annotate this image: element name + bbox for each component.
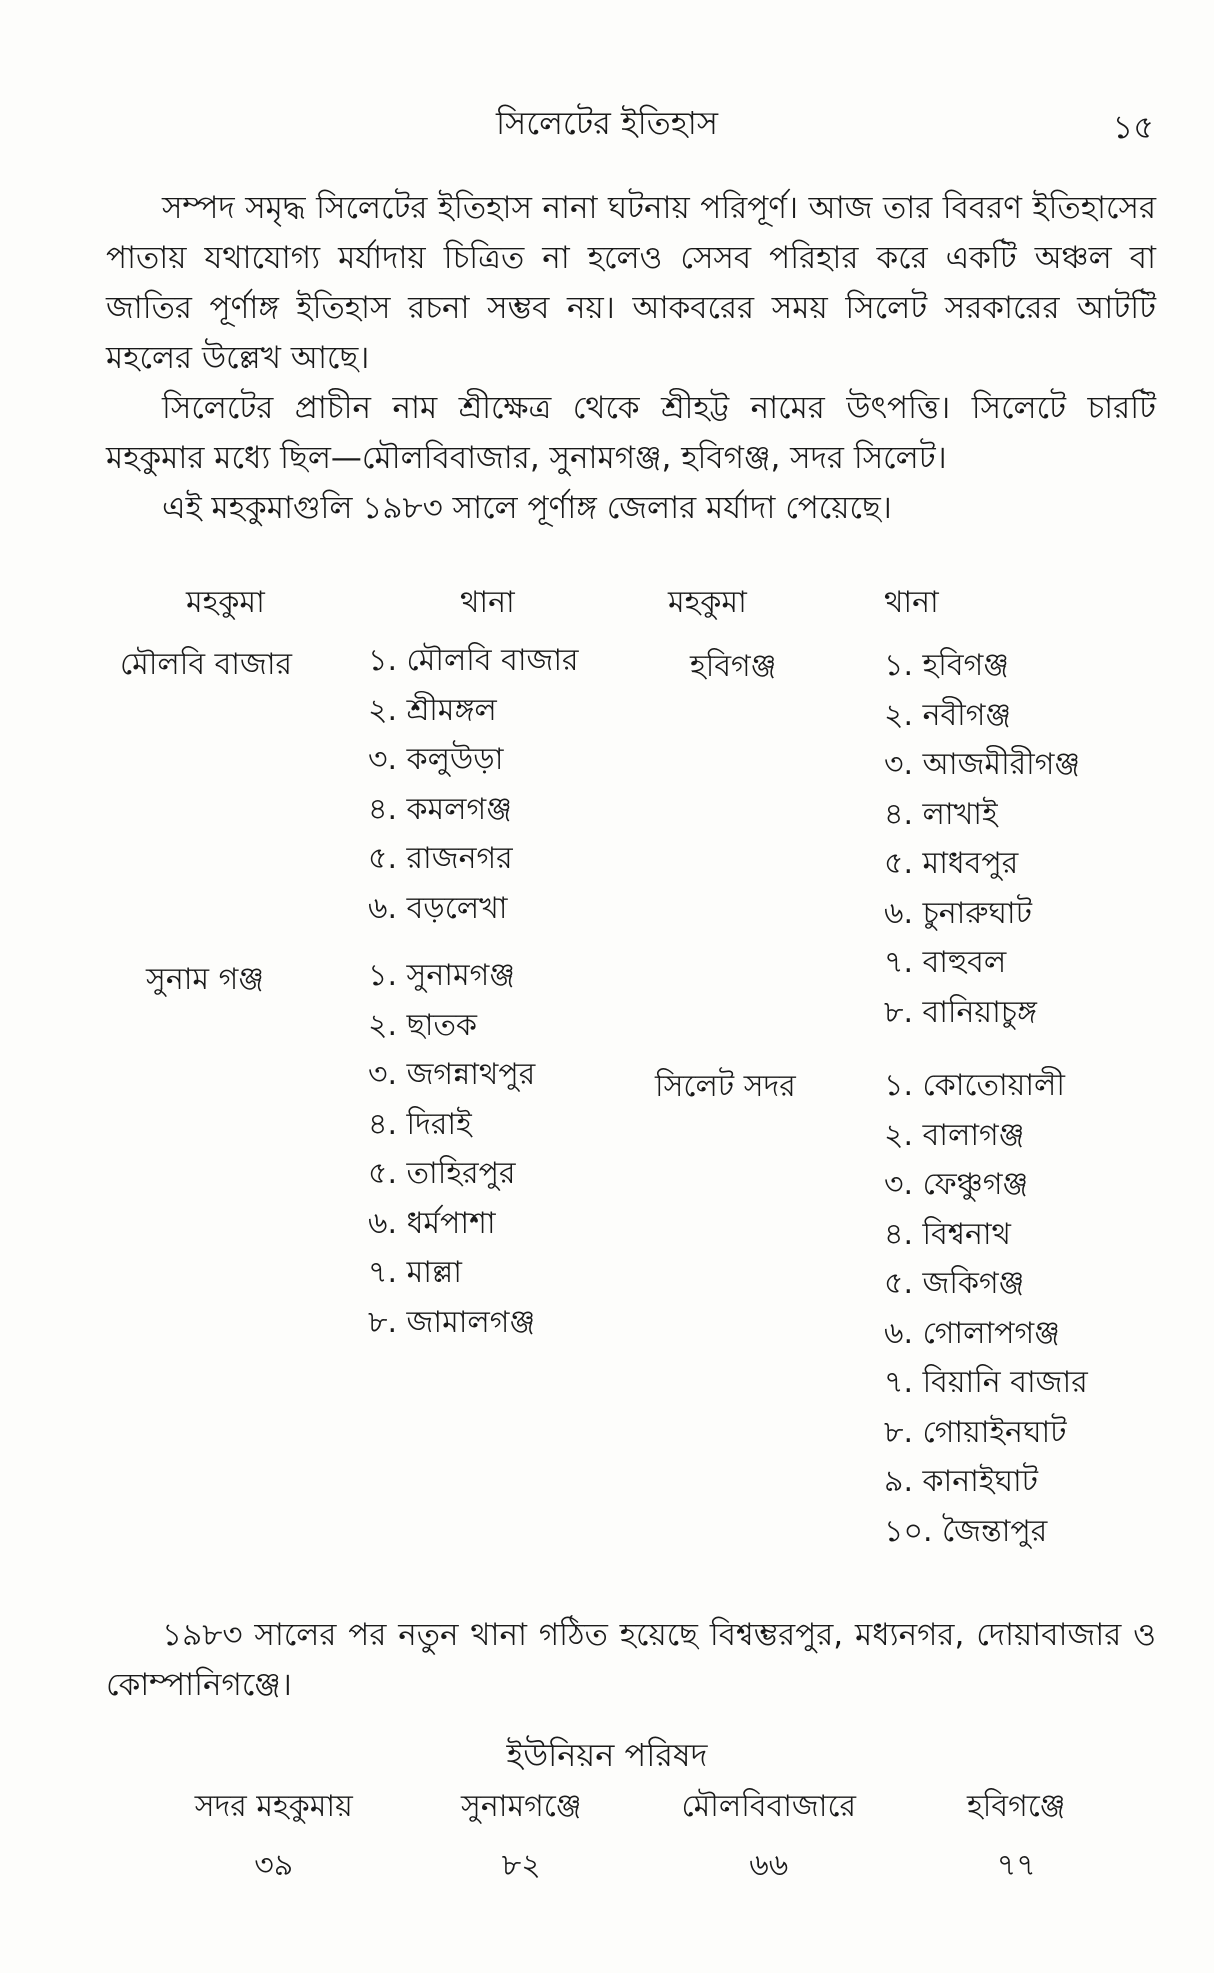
thana-item: ৭. বাহুবল bbox=[884, 945, 1007, 980]
union-count: ৬৬ bbox=[749, 1848, 789, 1883]
col-header-thana-right: থানা bbox=[884, 585, 939, 620]
thana-item: ৪. কমলগঞ্জ bbox=[368, 791, 512, 827]
thana-list-sunamganj bbox=[368, 951, 535, 1347]
thana-item: ২. শ্রীমঙ্গল bbox=[368, 692, 497, 728]
thana-item: ৩. জগন্নাথপুর bbox=[368, 1057, 536, 1092]
thana-item: ১০. জৈন্তাপুর bbox=[884, 1513, 1048, 1549]
paragraph-district-status: এই মহকুমাগুলি ১৯৮৩ সালে পূর্ণাঙ্গ জেলার মর্যাদা পেয়েছে। bbox=[162, 490, 892, 526]
thana-list-moulvibazar bbox=[368, 636, 579, 933]
thana-item: ১. হবিগঞ্জ bbox=[884, 648, 1009, 683]
thana-item: ১. কোতোয়ালী bbox=[884, 1068, 1065, 1103]
thana-list-habiganj bbox=[884, 641, 1080, 1037]
union-col-sunamganj bbox=[398, 1782, 646, 1892]
thana-item: ৬. চুনারুঘাট bbox=[884, 895, 1032, 931]
union-label: হবিগঞ্জে bbox=[967, 1789, 1066, 1824]
thana-item: ২. ছাতক bbox=[368, 1007, 477, 1043]
union-label: সদর মহকুমায় bbox=[194, 1789, 353, 1824]
thana-list-sylhet-sadar bbox=[884, 1061, 1088, 1556]
paragraph-new-thanas: ১৯৮৩ সালের পর নতুন থানা গঠিত হয়েছে বিশ্বম্ভরপুর, মধ্যনগর, দোয়াবাজার ও কোম্পানিগঞ্জে। bbox=[106, 1617, 1156, 1703]
thana-item: ৩. কলুউড়া bbox=[368, 742, 504, 777]
thana-item: ৬. ধর্মপাশা bbox=[368, 1205, 496, 1241]
thana-item: ১. সুনামগঞ্জ bbox=[368, 958, 515, 993]
subdivision-sunamganj: সুনাম গঞ্জ bbox=[146, 962, 264, 997]
thana-item: ১. মৌলবি বাজার bbox=[368, 643, 579, 678]
thana-item: ৩. ফেঞ্চুগঞ্জ bbox=[884, 1167, 1029, 1202]
union-count: ৩৯ bbox=[254, 1848, 294, 1883]
col-header-subdivision-left: মহকুমা bbox=[186, 585, 265, 620]
subdivision-habiganj: হবিগঞ্জ bbox=[690, 649, 777, 684]
union-col-habiganj bbox=[893, 1782, 1141, 1892]
thana-item: ৮. জামালগঞ্জ bbox=[368, 1304, 536, 1340]
subdivision-sylhet-sadar: সিলেট সদর bbox=[655, 1069, 796, 1104]
union-col-sadar bbox=[150, 1782, 398, 1892]
union-count: ৮২ bbox=[501, 1848, 541, 1883]
thana-item: ৪. লাখাই bbox=[884, 796, 998, 832]
thana-item: ২. বালাগঞ্জ bbox=[884, 1117, 1025, 1153]
subdivision-moulvibazar: মৌলবি বাজার bbox=[120, 647, 293, 682]
col-header-subdivision-right: মহকুমা bbox=[668, 585, 747, 620]
col-header-thana-left: থানা bbox=[460, 585, 515, 620]
thana-item: ৭. মাল্লা bbox=[368, 1255, 462, 1290]
thana-item: ৮. গোয়াইনঘাট bbox=[884, 1414, 1067, 1450]
thana-item: ৭. বিয়ানি বাজার bbox=[884, 1365, 1088, 1400]
thana-item: ২. নবীগঞ্জ bbox=[884, 697, 1012, 733]
union-label: সুনামগঞ্জে bbox=[461, 1789, 582, 1824]
thana-item: ৯. কানাইঘাট bbox=[884, 1464, 1039, 1499]
thana-item: ৩. আজমীরীগঞ্জ bbox=[884, 747, 1081, 782]
union-label: মৌলবিবাজারে bbox=[681, 1789, 857, 1824]
union-count: ৭৭ bbox=[996, 1848, 1036, 1883]
thana-item: ৬. গোলাপগঞ্জ bbox=[884, 1315, 1060, 1351]
thana-item: ৫. জকিগঞ্জ bbox=[884, 1266, 1025, 1301]
paragraph-origin: সিলেটের প্রাচীন নাম শ্রীক্ষেত্র থেকে শ্রীহট্ট নামের উৎপত্তি। সিলেটে চারটি মহকুমার মধ্যে ছিল—মৌলবিবাজার, সুনামগঞ্জ, হবিগঞ্জ, সদর সিলেট। bbox=[106, 390, 1156, 476]
union-council-counts bbox=[150, 1782, 1140, 1892]
thana-item: ৮. বানিয়াচুঙ্গ bbox=[884, 994, 1037, 1030]
thana-item: ৫. রাজনগর bbox=[368, 841, 513, 876]
thana-item: ৪. বিশ্বনাথ bbox=[884, 1216, 1011, 1252]
union-council-title: ইউনিয়ন পরিষদ bbox=[506, 1736, 708, 1774]
thana-item: ৫. তাহিরপুর bbox=[368, 1156, 516, 1191]
running-header: সিলেটের ইতিহাস bbox=[495, 104, 719, 142]
union-col-moulvibazar bbox=[645, 1782, 893, 1892]
thana-item: ৬. বড়লেখা bbox=[368, 890, 508, 926]
paragraph-history: সম্পদ সমৃদ্ধ সিলেটের ইতিহাস নানা ঘটনায় পরিপূর্ণ। আজ তার বিবরণ ইতিহাসের পাতায় যথাযোগ্য মর্যাদায় চিত্রিত না হলেও সেসব পরিহার করে একটি অঞ্চল বা জাতির পূর্ণাঙ্গ ইতিহাস রচনা সম্ভব নয়। আকবরের সময় সিলেট সরকারের আটটি মহলের উল্লেখ আছে। bbox=[106, 190, 1156, 376]
thana-item: ৫. মাধবপুর bbox=[884, 846, 1019, 881]
page-number: ১৫ bbox=[1112, 108, 1154, 146]
thana-item: ৪. দিরাই bbox=[368, 1106, 472, 1142]
